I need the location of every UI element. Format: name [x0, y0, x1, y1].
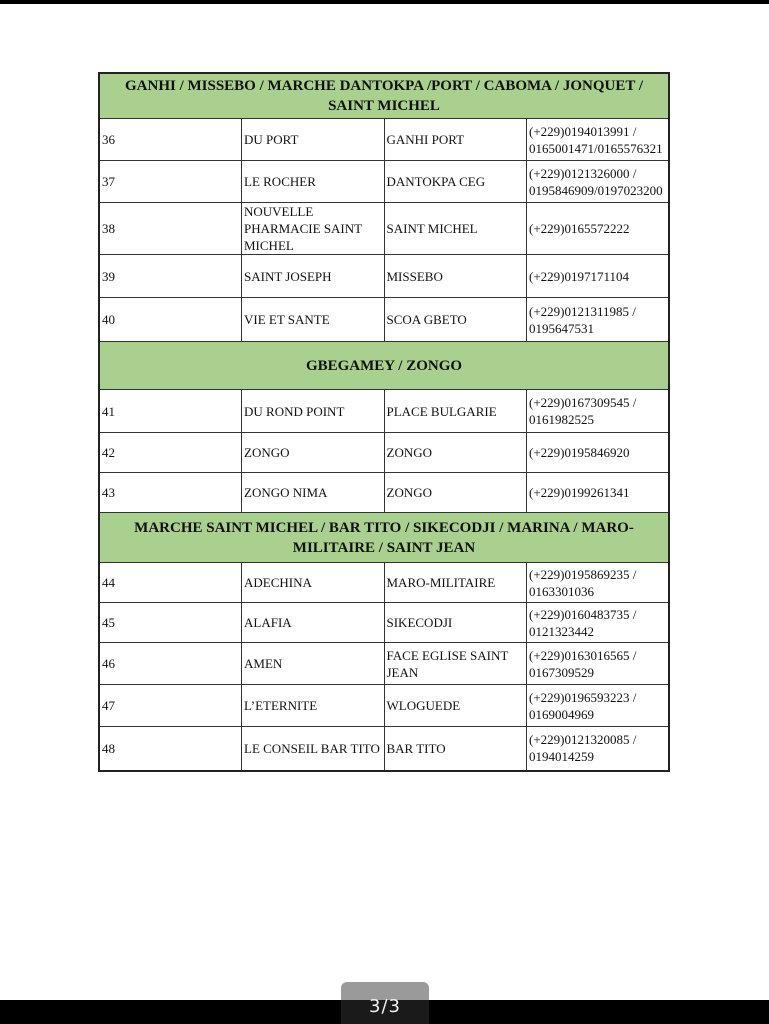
row-number: 43	[99, 473, 242, 513]
pharmacy-location: DANTOKPA CEG	[384, 161, 527, 203]
pharmacy-phone: (+229)0195869235 / 0163301036	[527, 563, 670, 603]
pharmacy-phone: (+229)0160483735 / 0121323442	[527, 603, 670, 643]
pharmacy-phone: (+229)0167309545 / 0161982525	[527, 390, 670, 433]
pharmacy-name: ZONGO NIMA	[242, 473, 385, 513]
pharmacy-name: DU ROND POINT	[242, 390, 385, 433]
page-indicator	[341, 982, 429, 1024]
table-row	[99, 433, 669, 473]
pharmacy-phone: (+229)0197171104	[527, 255, 670, 298]
pharmacy-phone: (+229)0121326000 / 0195846909/0197023200	[527, 161, 670, 203]
pharmacy-location: PLACE BULGARIE	[384, 390, 527, 433]
pharmacy-location: MARO-MILITAIRE	[384, 563, 527, 603]
table-row	[99, 727, 669, 771]
pharmacy-phone: (+229)0165572222	[527, 203, 670, 255]
pharmacy-phone: (+229)0121320085 / 0194014259	[527, 727, 670, 771]
pharmacy-phone: (+229)0196593223 / 0169004969	[527, 685, 670, 727]
table-row	[99, 255, 669, 298]
pharmacy-name: DU PORT	[242, 119, 385, 161]
pharmacy-phone: (+229)0163016565 / 0167309529	[527, 643, 670, 685]
pharmacy-location: BAR TITO	[384, 727, 527, 771]
row-number: 36	[99, 119, 242, 161]
table-row	[99, 563, 669, 603]
pharmacy-table	[98, 72, 670, 772]
table-row	[99, 603, 669, 643]
table-row	[99, 473, 669, 513]
row-number: 44	[99, 563, 242, 603]
pharmacy-name: AMEN	[242, 643, 385, 685]
pharmacy-location: ZONGO	[384, 433, 527, 473]
row-number: 46	[99, 643, 242, 685]
pharmacy-location: MISSEBO	[384, 255, 527, 298]
table-row	[99, 203, 669, 255]
row-number: 41	[99, 390, 242, 433]
pharmacy-name: NOUVELLE PHARMACIE SAINT MICHEL	[242, 203, 385, 255]
row-number: 42	[99, 433, 242, 473]
table-row	[99, 685, 669, 727]
section-title: GANHI / MISSEBO / MARCHE DANTOKPA /PORT / CABOMA / JONQUET / SAINT MICHEL	[99, 73, 669, 119]
pharmacy-phone: (+229)0199261341	[527, 473, 670, 513]
pharmacy-name: VIE ET SANTE	[242, 298, 385, 342]
row-number: 48	[99, 727, 242, 771]
pharmacy-name: ADECHINA	[242, 563, 385, 603]
table-row	[99, 161, 669, 203]
row-number: 47	[99, 685, 242, 727]
section-header	[99, 513, 669, 563]
section-title: MARCHE SAINT MICHEL / BAR TITO / SIKECODJI / MARINA / MARO-MILITAIRE / SAINT JEAN	[99, 513, 669, 563]
row-number: 40	[99, 298, 242, 342]
pharmacy-location: SCOA GBETO	[384, 298, 527, 342]
pharmacy-name: LE CONSEIL BAR TITO	[242, 727, 385, 771]
row-number: 38	[99, 203, 242, 255]
section-header	[99, 73, 669, 119]
pharmacy-phone: (+229)0195846920	[527, 433, 670, 473]
page-indicator-text: 3/3	[369, 996, 401, 1017]
pharmacy-location: GANHI PORT	[384, 119, 527, 161]
section-header	[99, 342, 669, 390]
pharmacy-name: SAINT JOSEPH	[242, 255, 385, 298]
pharmacy-name: ZONGO	[242, 433, 385, 473]
pharmacy-phone: (+229)0121311985 / 0195647531	[527, 298, 670, 342]
top-status-bar	[0, 0, 769, 4]
row-number: 39	[99, 255, 242, 298]
pharmacy-name: L’ETERNITE	[242, 685, 385, 727]
table-row	[99, 390, 669, 433]
row-number: 45	[99, 603, 242, 643]
section-title: GBEGAMEY / ZONGO	[99, 342, 669, 390]
pharmacy-location: WLOGUEDE	[384, 685, 527, 727]
pharmacy-name: LE ROCHER	[242, 161, 385, 203]
pharmacy-phone: (+229)0194013991 / 0165001471/0165576321	[527, 119, 670, 161]
pharmacy-location: FACE EGLISE SAINT JEAN	[384, 643, 527, 685]
row-number: 37	[99, 161, 242, 203]
table-row	[99, 298, 669, 342]
pharmacy-location: SIKECODJI	[384, 603, 527, 643]
table-row	[99, 643, 669, 685]
table-row	[99, 119, 669, 161]
pharmacy-name: ALAFIA	[242, 603, 385, 643]
pharmacy-location: ZONGO	[384, 473, 527, 513]
pharmacy-location: SAINT MICHEL	[384, 203, 527, 255]
